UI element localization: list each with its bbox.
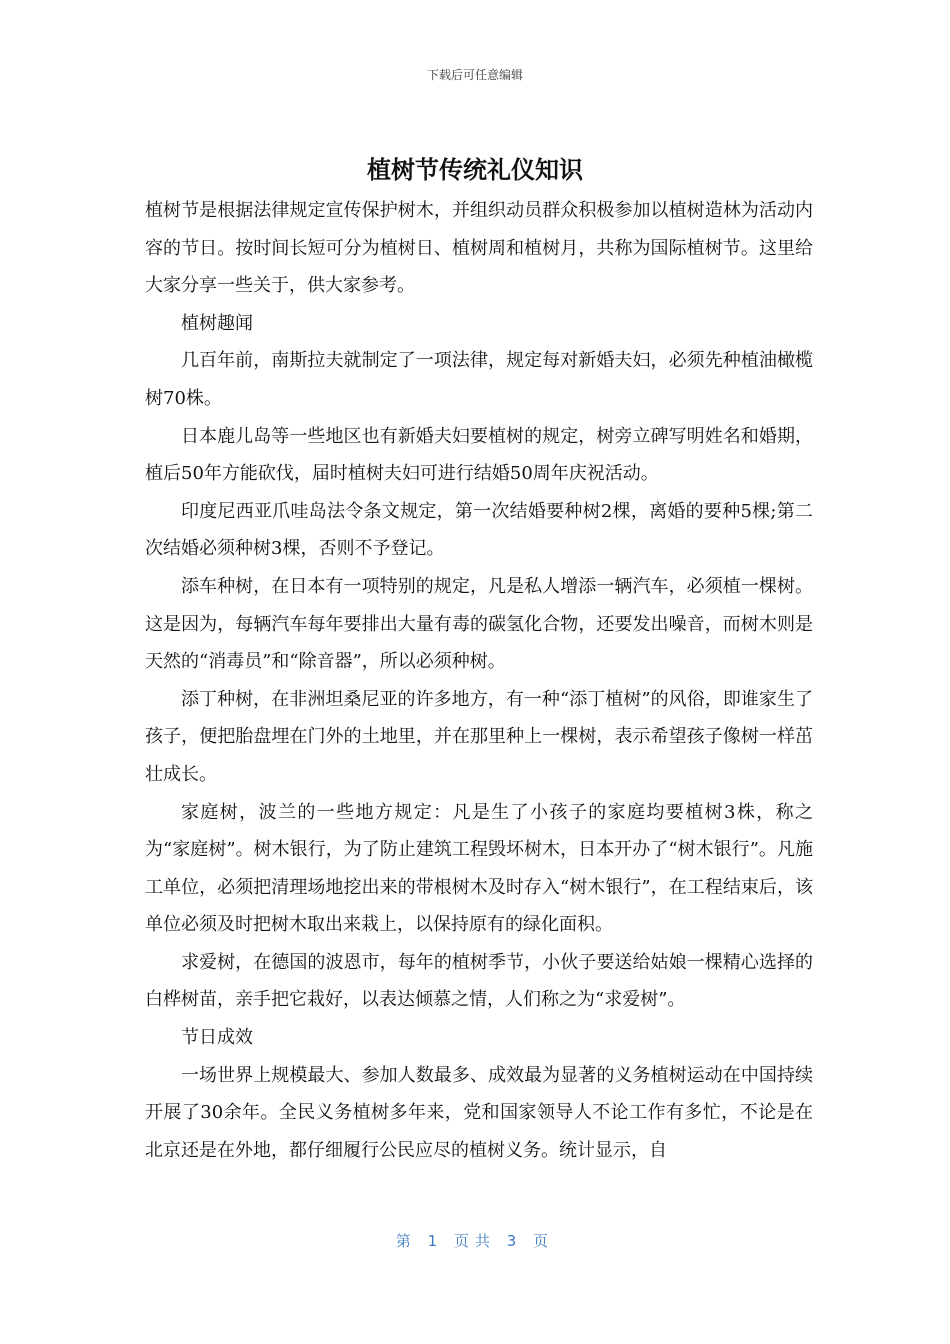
paragraph-yugoslavia: 几百年前，南斯拉夫就制定了一项法律，规定每对新婚夫妇，必须先种植油橄榄树70株。 xyxy=(145,350,813,409)
paragraph-birth-tree: 添丁种树，在非洲坦桑尼亚的许多地方，有一种“添丁植树”的风俗，即谁家生了孩子，便把胎盘埋在门外的土地里，并在那里种上一棵树，表示希望孩子像树一样茁壮成长。 xyxy=(145,688,813,785)
document-title: 植树节传统礼仪知识 xyxy=(367,156,583,184)
paragraph-volunteer-planting: 一场世界上规模最大、参加人数最多、成效最为显著的义务植树运动在中国持续开展了30余年。全民义务植树多年来，党和国家领导人不论工作有多忙，不论是在北京还是在外地，都仔细履行公民应尽的植树义务。统计显示，自 xyxy=(145,1064,813,1161)
paragraph-courtship-tree: 求爱树，在德国的波恩市，每年的植树季节，小伙子要送给姑娘一棵精心选择的白桦树苗，亲手把它栽好，以表达倾慕之情，人们称之为“求爱树”。 xyxy=(145,951,813,1011)
header-note: 下载后可任意编辑 xyxy=(426,68,523,82)
section-heading-tree-anecdotes: 植树趣闻 xyxy=(181,312,253,334)
section-heading-festival-results: 节日成效 xyxy=(181,1027,253,1049)
page-footer: 第 1 页共 3 页 xyxy=(395,1232,555,1250)
paragraph-family-tree: 家庭树，波兰的一些地方规定：凡是生了小孩子的家庭均要植树3株，称之为“家庭树”。树木银行，为了防止建筑工程毁坏树木，日本开办了“树木银行”。凡施工单位，必须把清理场地挖出来的带根树木及时存入“树木银行”，在工程结束后，该单位必须及时把树木取出来栽上，以保持原有的绿化面积。 xyxy=(145,801,813,936)
paragraph-java: 印度尼西亚爪哇岛法令条文规定，第一次结婚要种树2棵，离婚的要种5棵;第二次结婚必须种树3棵，否则不予登记。 xyxy=(145,500,813,560)
paragraph-car-tree: 添车种树，在日本有一项特别的规定，凡是私人增添一辆汽车，必须植一棵树。这是因为，每辆汽车每年要排出大量有毒的碳氢化合物，还要发出噪音，而树木则是天然的“消毒员”和“除音器”，所以必须种树。 xyxy=(145,575,813,673)
document-body xyxy=(145,192,813,1169)
paragraph-kagoshima: 日本鹿儿岛等一些地区也有新婚夫妇要植树的规定，树旁立碑写明姓名和婚期，植后50年方能砍伐，届时植树夫妇可进行结婚50周年庆祝活动。 xyxy=(145,425,813,485)
intro-paragraph: 植树节是根据法律规定宣传保护树木，并组织动员群众积极参加以植树造林为活动内容的节日。按时间长短可分为植树日、植树周和植树月，共称为国际植树节。这里给大家分享一些关于，供大家参考。 xyxy=(145,200,813,297)
